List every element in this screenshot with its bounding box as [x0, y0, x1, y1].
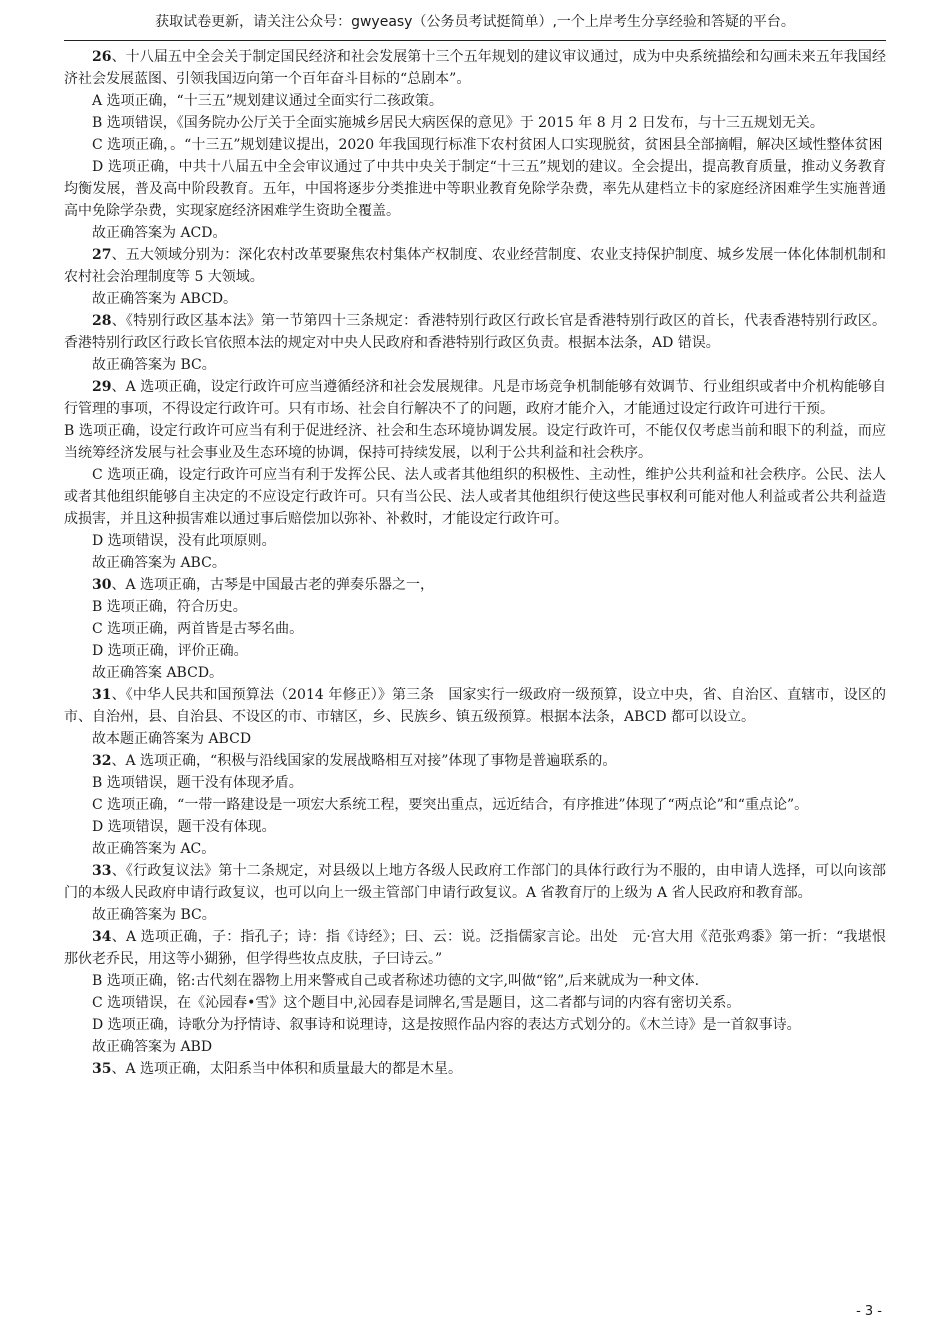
paragraph-text: 、A 选项正确，子：指孔子；诗：指《诗经》；曰、云：说。泛指儒家言论。出处 元·宫大用《范张鸡黍》第一折：“我堪恨那伙老乔民，用这等小猢狲，但学得些妆点皮肤，子曰诗云。”	[64, 929, 886, 967]
answer-paragraph	[64, 354, 886, 376]
answer-paragraph	[64, 618, 886, 640]
answer-paragraph	[64, 970, 886, 992]
paragraph-text: 故本题正确答案为 ABCD	[92, 731, 252, 747]
answer-paragraph	[64, 112, 886, 134]
paragraph-text: D 选项正确，评价正确。	[92, 643, 248, 659]
question-30-paragraph	[64, 574, 886, 596]
question-number: 27	[92, 247, 112, 263]
question-35-paragraph	[64, 1058, 886, 1080]
question-33-paragraph	[64, 860, 886, 904]
answer-paragraph	[64, 794, 886, 816]
paragraph-text: 故正确答案为 ABCD。	[92, 291, 238, 307]
paragraph-text: 、《中华人民共和国预算法（2014 年修正）》第三条 国家实行一级政府一级预算，设立中央，省、自治区、直辖市，设区的市、自治州，县、自治县、不设区的市、市辖区，乡、民族乡、镇五级预算。根据本法条，ABCD 都可以设立。	[64, 687, 886, 725]
paragraph-text: B 选项错误，题干没有体现矛盾。	[92, 775, 303, 791]
question-number: 26	[92, 49, 112, 65]
answer-paragraph	[64, 992, 886, 1014]
question-number: 29	[92, 379, 112, 395]
paragraph-text: 故正确答案为 ABC。	[92, 555, 226, 571]
paragraph-text: C 选项错误，在《沁园春•雪》这个题目中,沁园春是词牌名,雪是题目，这二者都与词的内容有密切关系。	[92, 995, 741, 1011]
answer-paragraph	[64, 222, 886, 244]
paragraph-text: 、《特别行政区基本法》第一节第四十三条规定：香港特别行政区行政长官是香港特别行政区的首长，代表香港特别行政区。香港特别行政区行政长官依照本法的规定对中央人民政府和香港特别行政区负责。根据本法条，AD 错误。	[64, 313, 886, 351]
header-rule	[64, 40, 886, 41]
document-body	[64, 46, 886, 1080]
paragraph-text: B 选项正确，设定行政许可应当有利于促进经济、社会和生态环境协调发展。设定行政许可，不能仅仅考虑当前和眼下的利益，而应当统筹经济发展与社会事业及生态环境的协调，保持可持续发展，以利于公共利益和社会秩序。	[64, 423, 886, 461]
page-header: 获取试卷更新，请关注公众号：gwyeasy（公务员考试挺简单）,一个上岸考生分享经验和答疑的平台。	[155, 14, 795, 30]
paragraph-text: B 选项正确，铭:古代刻在器物上用来警戒自己或者称述功德的文字,叫做“铭”,后来就成为一种文体.	[92, 973, 700, 989]
paragraph-text: C 选项正确，。“十三五”规划建议提出，2020 年我国现行标准下农村贫困人口实现脱贫，贫困县全部摘帽，解决区域性整体贫困	[92, 137, 883, 153]
paragraph-text: D 选项错误，题干没有体现。	[92, 819, 276, 835]
answer-paragraph	[64, 772, 886, 794]
answer-paragraph	[64, 156, 886, 222]
paragraph-text: C 选项正确，两首皆是古琴名曲。	[92, 621, 304, 637]
paragraph-text: 、A 选项正确，设定行政许可应当遵循经济和社会发展规律。凡是市场竞争机制能够有效调节、行业组织或者中介机构能够自行管理的事项，不得设定行政许可。只有市场、社会自行解决不了的问题，政府才能介入，才能通过设定行政许可进行干预。	[64, 379, 886, 417]
question-26-paragraph	[64, 46, 886, 90]
answer-paragraph	[64, 904, 886, 926]
answer-paragraph	[64, 530, 886, 552]
paragraph-text: C 选项正确，设定行政许可应当有利于发挥公民、法人或者其他组织的积极性、主动性，维护公共利益和社会秩序。公民、法人或者其他组织能够自主决定的不应设定行政许可。只有当公民、法人或者其他组织行使这些民事权利可能对他人利益或者公共利益造成损害，并且这种损害难以通过事后赔偿加以弥补、补救时，才能设定行政许可。	[64, 467, 886, 527]
paragraph-text: 故正确答案为 AC。	[92, 841, 216, 857]
paragraph-text: A 选项正确，“十三五”规划建议通过全面实行二孩政策。	[92, 93, 443, 109]
paragraph-text: C 选项正确，“一带一路建设是一项宏大系统工程，要突出重点，远近结合，有序推进”体现了“两点论”和“重点论”。	[92, 797, 809, 813]
answer-paragraph	[64, 420, 886, 464]
paragraph-text: 故正确答案为 BC。	[92, 907, 216, 923]
paragraph-text: B 选项正确，符合历史。	[92, 599, 247, 615]
paragraph-text: B 选项错误，《国务院办公厅关于全面实施城乡居民大病医保的意见》于 2015 年 8 月 2 日发布，与十三五规划无关。	[92, 115, 824, 131]
question-number: 33	[92, 863, 112, 879]
paragraph-text: 、A 选项正确，古琴是中国最古老的弹奏乐器之一，	[111, 577, 435, 593]
question-27-paragraph	[64, 244, 886, 288]
answer-paragraph	[64, 288, 886, 310]
paragraph-text: 、A 选项正确，“积极与沿线国家的发展战略相互对接”体现了事物是普遍联系的。	[111, 753, 617, 769]
answer-paragraph	[64, 552, 886, 574]
question-number: 31	[92, 687, 112, 703]
question-number: 32	[92, 753, 112, 769]
paragraph-text: 、十八届五中全会关于制定国民经济和社会发展第十三个五年规划的建议审议通过，成为中央系统描绘和勾画未来五年我国经济社会发展蓝图、引领我国迈向第一个百年奋斗目标的“总剧本”。	[64, 49, 886, 87]
answer-paragraph	[64, 1014, 886, 1036]
paragraph-text: D 选项正确，诗歌分为抒情诗、叙事诗和说理诗，这是按照作品内容的表达方式划分的。《木兰诗》是一首叙事诗。	[92, 1017, 801, 1033]
question-28-paragraph	[64, 310, 886, 354]
answer-paragraph	[64, 90, 886, 112]
paragraph-text: 故正确答案为 ACD。	[92, 225, 227, 241]
answer-paragraph	[64, 464, 886, 530]
question-32-paragraph	[64, 750, 886, 772]
question-number: 28	[92, 313, 112, 329]
question-number: 35	[92, 1061, 112, 1077]
answer-paragraph	[64, 838, 886, 860]
paragraph-text: 、《行政复议法》第十二条规定，对县级以上地方各级人民政府工作部门的具体行政行为不服的，由申请人选择，可以向该部门的本级人民政府申请行政复议，也可以向上一级主管部门申请行政复议。A 省教育厅的上级为 A 省人民政府和教育部。	[64, 863, 886, 901]
question-29-paragraph	[64, 376, 886, 420]
paragraph-text: 故正确答案为 ABD	[92, 1039, 213, 1055]
paragraph-text: 故正确答案 ABCD。	[92, 665, 224, 681]
paragraph-text: D 选项正确，中共十八届五中全会审议通过了中共中央关于制定“十三五”规划的建议。全会提出，提高教育质量，推动义务教育均衡发展，普及高中阶段教育。五年，中国将逐步分类推进中等职业教育免除学杂费，率先从建档立卡的家庭经济困难学生实施普通高中免除学杂费，实现家庭经济困难学生资助全覆盖。	[64, 159, 886, 219]
paragraph-text: D 选项错误，没有此项原则。	[92, 533, 276, 549]
answer-paragraph	[64, 662, 886, 684]
answer-paragraph	[64, 816, 886, 838]
question-number: 30	[92, 577, 112, 593]
paragraph-text: 、五大领域分别为：深化农村改革要聚焦农村集体产权制度、农业经营制度、农业支持保护制度、城乡发展一体化体制机制和农村社会治理制度等 5 大领域。	[64, 247, 886, 285]
answer-paragraph	[64, 640, 886, 662]
answer-paragraph	[64, 1036, 886, 1058]
question-31-paragraph	[64, 684, 886, 728]
paragraph-text: 故正确答案为 BC。	[92, 357, 216, 373]
question-34-paragraph	[64, 926, 886, 970]
question-number: 34	[92, 929, 112, 945]
answer-paragraph	[64, 134, 886, 156]
page-number: - 3 -	[856, 1304, 882, 1319]
answer-paragraph	[64, 728, 886, 750]
paragraph-text: 、A 选项正确，太阳系当中体积和质量最大的都是木星。	[111, 1061, 463, 1077]
answer-paragraph	[64, 596, 886, 618]
